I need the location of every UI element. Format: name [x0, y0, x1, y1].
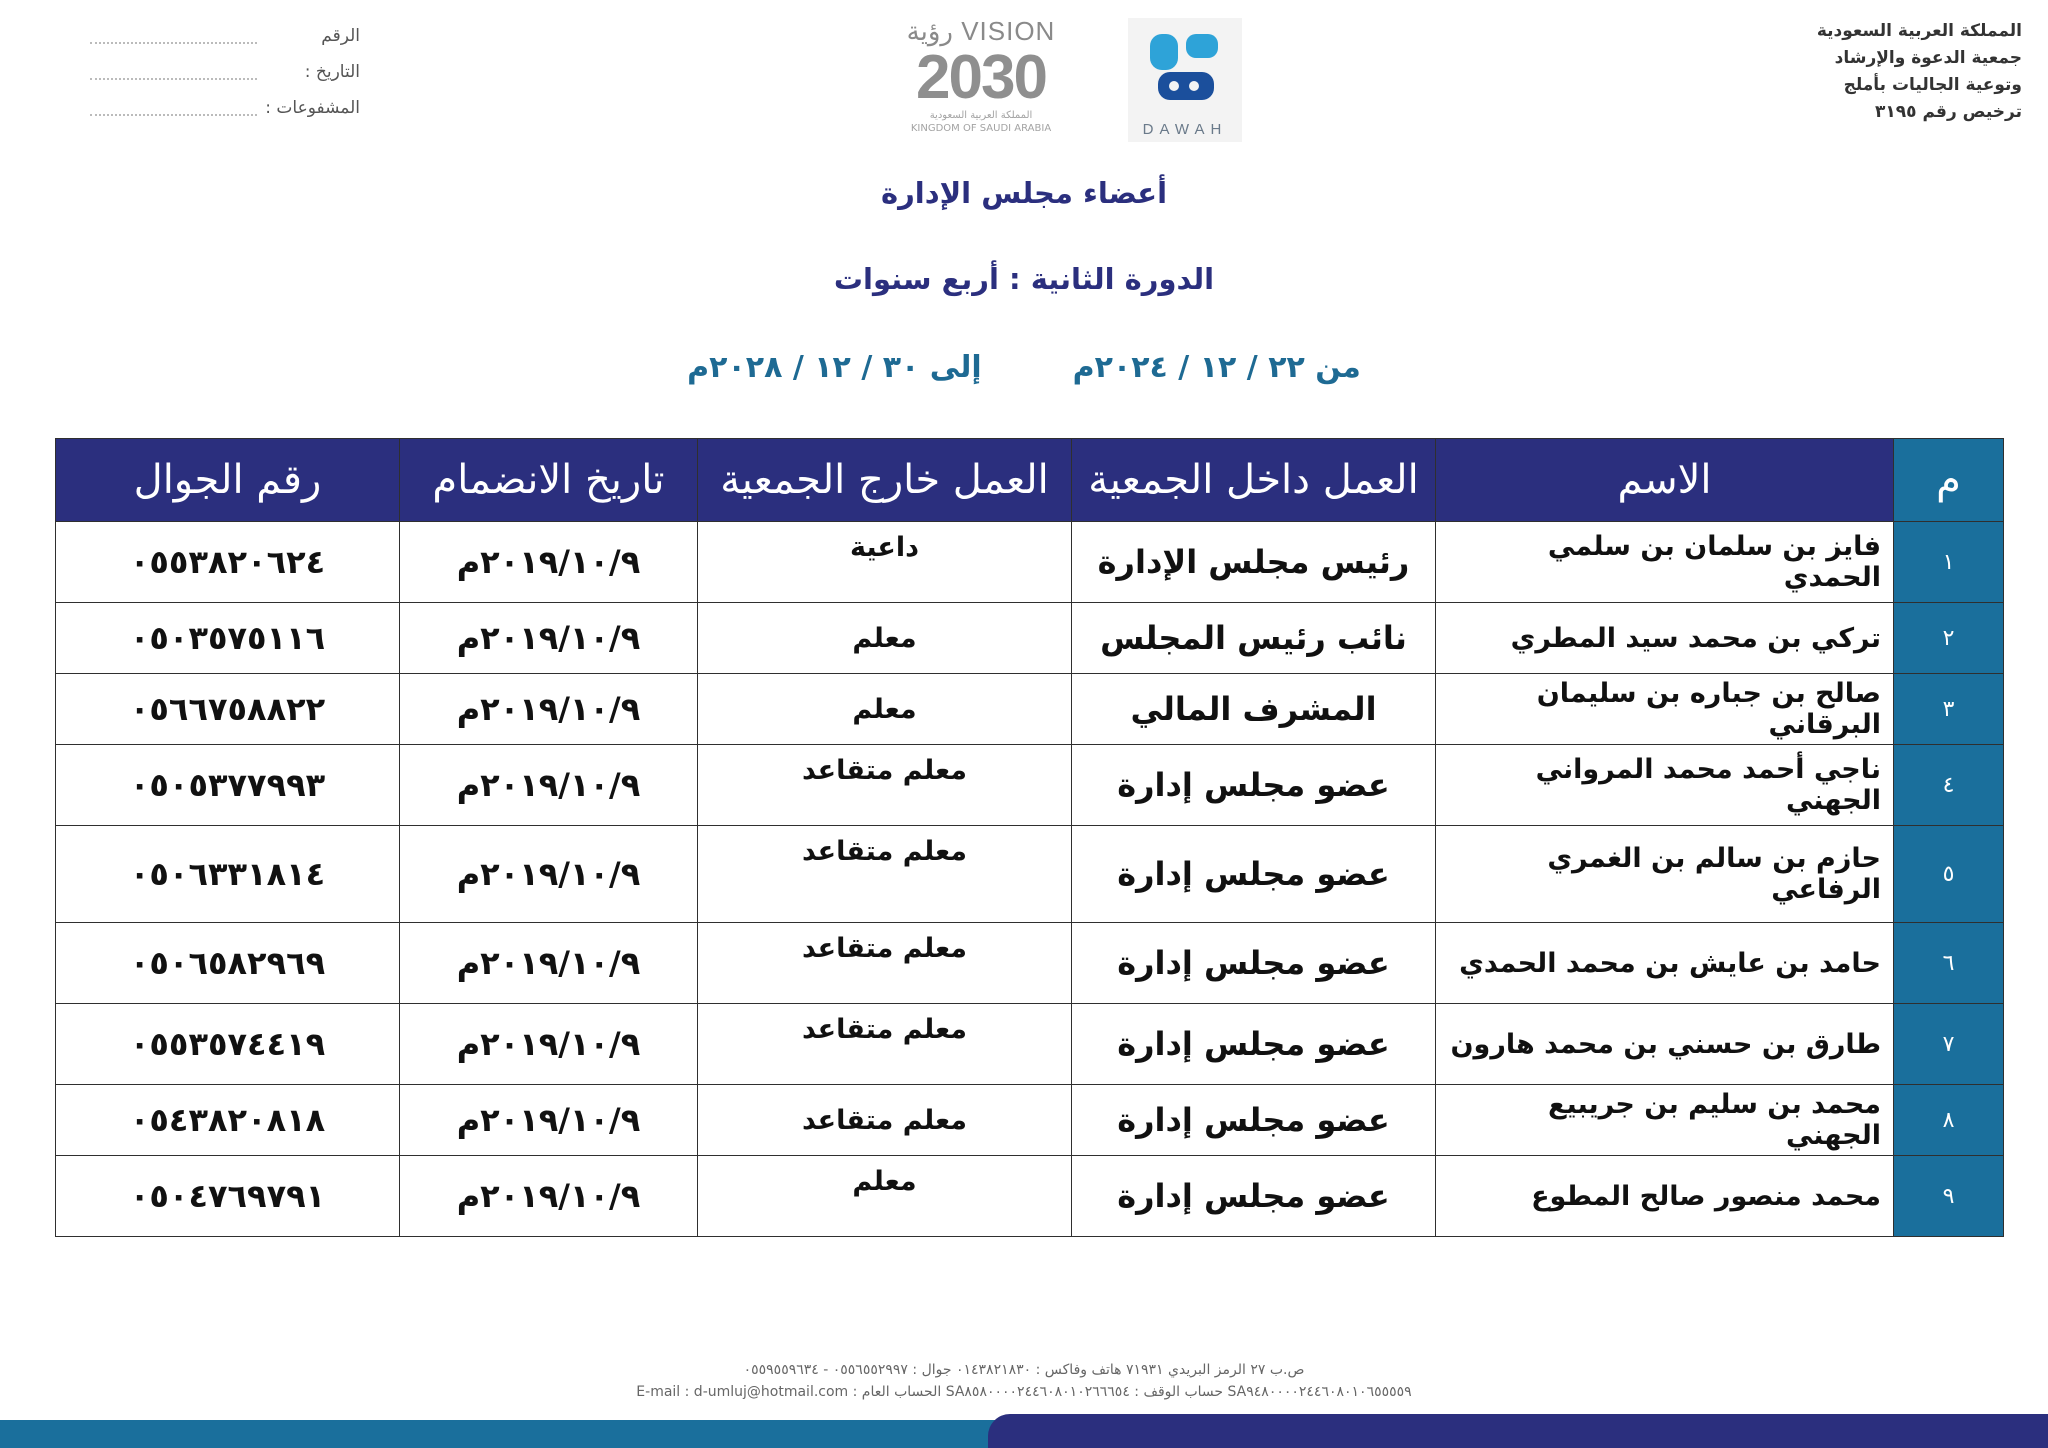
col-header-role: العمل داخل الجمعية: [1072, 439, 1436, 522]
row-number: ٤: [1894, 745, 2004, 826]
member-job: معلم متقاعد: [698, 1004, 1072, 1085]
org-line: ترخيص رقم ٣١٩٥: [1875, 102, 2022, 122]
member-name: حازم بن سالم بن الغمري الرفاعي: [1436, 826, 1894, 923]
member-role: عضو مجلس إدارة: [1072, 1156, 1436, 1237]
mobile-number: ٠٥٠٤٧٦٩٧٩١: [56, 1156, 400, 1237]
member-job: معلم متقاعد: [698, 923, 1072, 1004]
row-number: ٦: [1894, 923, 2004, 1004]
member-name: محمد منصور صالح المطوع: [1436, 1156, 1894, 1237]
member-role: نائب رئيس المجلس: [1072, 603, 1436, 674]
ref-attachments-line: [90, 90, 360, 126]
dawah-mark-icon: [1146, 28, 1224, 106]
join-date: ٢٠١٩/١٠/٩م: [400, 923, 698, 1004]
col-header-job: العمل خارج الجمعية: [698, 439, 1072, 522]
join-date: ٢٠١٩/١٠/٩م: [400, 1156, 698, 1237]
page-title: أعضاء مجلس الإدارة: [880, 176, 1168, 210]
org-line: المملكة العربية السعودية: [1816, 21, 2022, 41]
mobile-number: ٠٥٦٦٧٥٨٨٢٢: [56, 674, 400, 745]
ref-number-line: [90, 18, 360, 54]
row-number: ٥: [1894, 826, 2004, 923]
table-header-row: [56, 439, 2004, 522]
join-date: ٢٠١٩/١٠/٩م: [400, 674, 698, 745]
org-line: وتوعية الجاليات بأملج: [1843, 75, 2022, 95]
mobile-number: ٠٥٥٣٨٢٠٦٢٤: [56, 522, 400, 603]
dawah-logo-text: DAWAH: [1142, 121, 1228, 138]
row-number: ٩: [1894, 1156, 2004, 1237]
table-row: [56, 1004, 2004, 1085]
mobile-number: ٠٥٠٣٥٧٥١١٦: [56, 603, 400, 674]
dawah-logo: [1128, 18, 1242, 142]
footer-contact-line: ص.ب ٢٧ الرمز البريدي ٧١٩٣١ هاتف وفاكس : ٠١٤٣٨٢١٨٣٠ جوال : ٠٥٥٦٥٥٢٩٩٧ - ٠٥٥٩٥٥٩٦٣٤: [743, 1362, 1305, 1378]
row-number: ٨: [1894, 1085, 2004, 1156]
term-from-date: من ٢٢ / ١٢ / ٢٠٢٤م: [1072, 350, 1361, 385]
ref-date-line: [90, 54, 360, 90]
member-role: رئيس مجلس الإدارة: [1072, 522, 1436, 603]
table-row: [56, 674, 2004, 745]
row-number: ١: [1894, 522, 2004, 603]
vision-logo-en: KINGDOM OF SAUDI ARABIA: [910, 123, 1052, 134]
term-dates: [0, 350, 2048, 385]
col-header-phone: رقم الجوال: [56, 439, 400, 522]
join-date: ٢٠١٩/١٠/٩م: [400, 1085, 698, 1156]
col-header-date: تاريخ الانضمام: [400, 439, 698, 522]
table-row: [56, 603, 2004, 674]
member-role: عضو مجلس إدارة: [1072, 923, 1436, 1004]
join-date: ٢٠١٩/١٠/٩م: [400, 826, 698, 923]
vision-logo-number: 2030: [916, 43, 1046, 112]
member-job: معلم متقاعد: [698, 1085, 1072, 1156]
dotted-line: [90, 64, 257, 80]
col-header-num: م: [1894, 439, 2004, 522]
vision-logo-top: VISION رؤية: [906, 16, 1056, 46]
member-name: طارق بن حسني بن محمد هارون: [1436, 1004, 1894, 1085]
footer-bank-line: SA٩٤٨٠٠٠٠٢٤٤٦٠٨٠١٠٦٥٥٥٥٩ حساب الوقف : SA٨٥٨٠٠٠٠٢٤٤٦٠٨٠١٠٢٦٦٦٥٤ الحساب العام : E-mail : d-umluj@hotmail.com: [636, 1384, 1412, 1400]
member-job: معلم متقاعد: [698, 745, 1072, 826]
member-role: عضو مجلس إدارة: [1072, 745, 1436, 826]
mobile-number: ٠٥٤٣٨٢٠٨١٨: [56, 1085, 400, 1156]
col-header-name: الاسم: [1436, 439, 1894, 522]
mobile-number: ٠٥٠٦٥٨٢٩٦٩: [56, 923, 400, 1004]
join-date: ٢٠١٩/١٠/٩م: [400, 745, 698, 826]
org-header: [1772, 18, 2022, 126]
dotted-line: [90, 100, 257, 116]
dotted-line: [90, 28, 257, 44]
mobile-number: ٠٥٥٣٥٧٤٤١٩: [56, 1004, 400, 1085]
table-row: [56, 522, 2004, 603]
member-name: فايز بن سلمان بن سلمي الحمدي: [1436, 522, 1894, 603]
row-number: ٢: [1894, 603, 2004, 674]
ref-number-label: الرقم: [321, 26, 360, 46]
member-name: ناجي أحمد محمد المرواني الجهني: [1436, 745, 1894, 826]
member-name: تركي بن محمد سيد المطري: [1436, 603, 1894, 674]
term-subtitle: الدورة الثانية : أربع سنوات: [833, 262, 1215, 296]
member-job: معلم: [698, 603, 1072, 674]
member-role: المشرف المالي: [1072, 674, 1436, 745]
member-name: صالح بن جباره بن سليمان البرقاني: [1436, 674, 1894, 745]
table-row: [56, 1085, 2004, 1156]
org-line: جمعية الدعوة والإرشاد: [1834, 48, 2022, 68]
member-name: حامد بن عايش بن محمد الحمدي: [1436, 923, 1894, 1004]
table-row: [56, 923, 2004, 1004]
row-number: ٣: [1894, 674, 2004, 745]
vision-logo-ar: المملكة العربية السعودية: [929, 110, 1033, 121]
table-row: [56, 826, 2004, 923]
member-job: معلم: [698, 1156, 1072, 1237]
member-role: عضو مجلس إدارة: [1072, 1004, 1436, 1085]
member-job: معلم متقاعد: [698, 826, 1072, 923]
vision-2030-logo: [896, 16, 1066, 136]
join-date: ٢٠١٩/١٠/٩م: [400, 603, 698, 674]
ref-date-label: التاريخ :: [304, 62, 360, 82]
term-to-date: إلى ٣٠ / ١٢ / ٢٠٢٨م: [687, 350, 982, 385]
member-name: محمد بن سليم بن جريبيع الجهني: [1436, 1085, 1894, 1156]
ref-attachments-label: المشفوعات :: [265, 98, 360, 118]
footer-bar-accent: [988, 1414, 2048, 1448]
member-job: معلم: [698, 674, 1072, 745]
table-row: [56, 745, 2004, 826]
table-row: [56, 1156, 2004, 1237]
reference-fields: [90, 18, 360, 126]
member-role: عضو مجلس إدارة: [1072, 826, 1436, 923]
row-number: ٧: [1894, 1004, 2004, 1085]
join-date: ٢٠١٩/١٠/٩م: [400, 522, 698, 603]
member-job: داعية: [698, 522, 1072, 603]
board-members-table: [55, 438, 2004, 1237]
member-role: عضو مجلس إدارة: [1072, 1085, 1436, 1156]
mobile-number: ٠٥٠٥٣٧٧٩٩٣: [56, 745, 400, 826]
mobile-number: ٠٥٠٦٣٣١٨١٤: [56, 826, 400, 923]
join-date: ٢٠١٩/١٠/٩م: [400, 1004, 698, 1085]
